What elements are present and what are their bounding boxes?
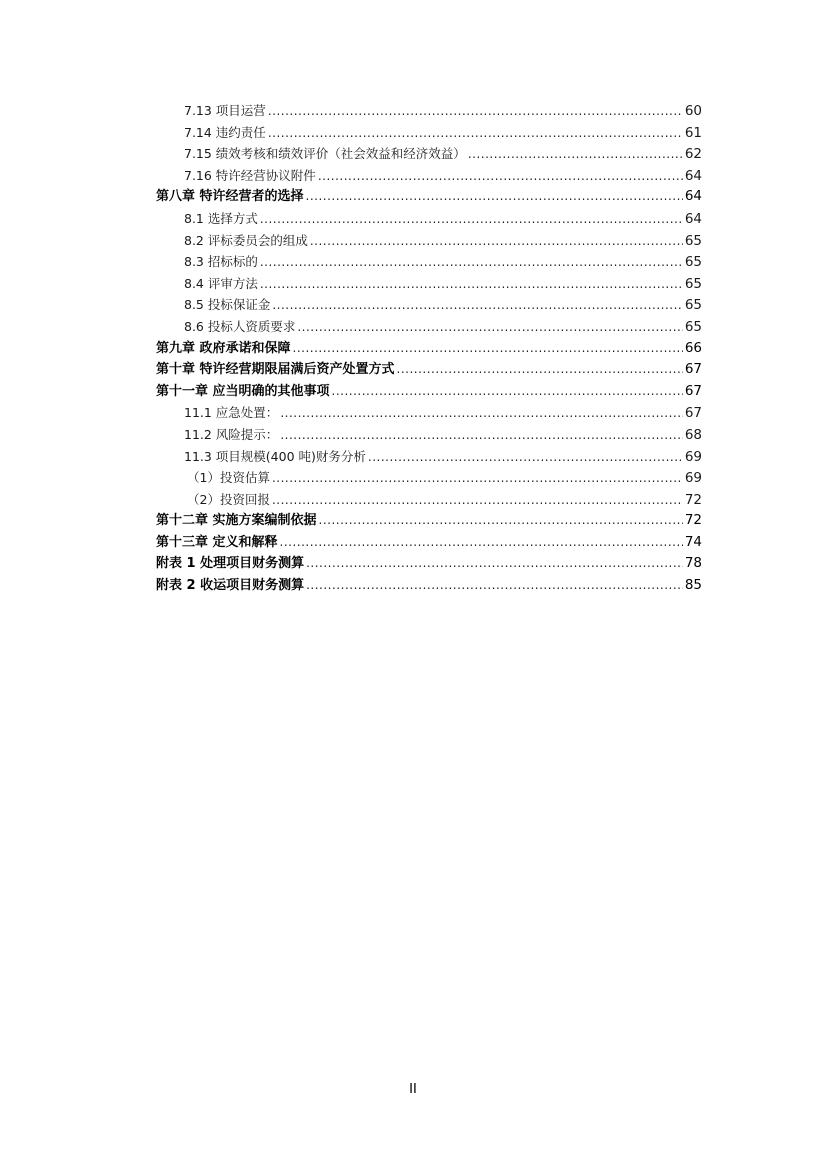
toc-section-entry[interactable] xyxy=(156,100,702,122)
toc-entry-page-number: 74 xyxy=(684,533,702,550)
toc-dot-leader xyxy=(272,295,682,317)
toc-entry-label: 8.1 选择方式 xyxy=(184,210,258,226)
toc-chapter-entry[interactable] xyxy=(156,575,702,597)
toc-entry-page-number: 65 xyxy=(684,275,702,292)
toc-entry-label: 附表 1 处理项目财务测算 xyxy=(156,556,305,572)
toc-entry-page-number: 64 xyxy=(684,167,702,184)
toc-entry-label: 11.2 风险提示： xyxy=(184,426,279,442)
toc-section-entry[interactable] xyxy=(156,230,702,252)
toc-entry-page-number: 72 xyxy=(684,512,702,529)
toc-entry-label: 8.2 评标委员会的组成 xyxy=(184,232,308,248)
toc-section-entry[interactable] xyxy=(156,165,702,187)
toc-dot-leader xyxy=(468,144,683,166)
toc-entry-label: 7.13 项目运营 xyxy=(184,103,266,118)
toc-dot-leader xyxy=(319,510,683,532)
toc-section-entry[interactable] xyxy=(156,294,702,316)
toc-section-entry[interactable] xyxy=(156,467,702,489)
toc-entry-label: 7.16 特许经营协议附件 xyxy=(184,167,316,183)
toc-entry-page-number: 69 xyxy=(684,470,702,487)
toc-dot-leader xyxy=(293,338,683,360)
toc-dot-leader xyxy=(260,274,683,296)
toc-entry-label: 7.15 绩效考核和绩效评价（社会效益和经济效益） xyxy=(184,146,466,162)
toc-entry-page-number: 68 xyxy=(684,426,702,443)
toc-entry-label: 8.4 评审方法 xyxy=(184,275,258,291)
toc-section-entry[interactable] xyxy=(156,208,702,230)
toc-chapter-entry[interactable] xyxy=(156,186,702,208)
toc-entry-page-number: 65 xyxy=(684,232,702,249)
toc-section-entry[interactable] xyxy=(156,273,702,295)
toc-section-entry[interactable] xyxy=(156,402,702,424)
toc-section-entry[interactable] xyxy=(156,446,702,468)
toc-entry-label: 11.1 应急处置： xyxy=(184,405,279,421)
toc-entry-label: 第十一章 应当明确的其他事项 xyxy=(156,383,330,399)
toc-entry-label: （1）投资估算 xyxy=(187,470,270,486)
toc-entry-page-number: 61 xyxy=(684,124,702,141)
toc-entry-label: 11.3 项目规模(400 吨)财务分析 xyxy=(184,448,366,464)
toc-entry-label: 第十章 特许经营期限届满后资产处置方式 xyxy=(156,362,395,378)
toc-entry-page-number: 85 xyxy=(684,577,702,594)
toc-dot-leader xyxy=(280,425,683,447)
table-of-contents xyxy=(156,100,702,597)
toc-dot-leader xyxy=(332,381,683,403)
toc-chapter-entry[interactable] xyxy=(156,359,702,381)
toc-entry-label: 8.5 投标保证金 xyxy=(184,297,271,313)
toc-entry-label: 8.3 招标标的 xyxy=(184,254,258,270)
toc-chapter-entry[interactable] xyxy=(156,510,702,532)
toc-entry-label: 第九章 政府承诺和保障 xyxy=(156,340,291,356)
toc-entry-page-number: 65 xyxy=(684,297,702,314)
toc-entry-page-number: 72 xyxy=(684,491,702,508)
toc-dot-leader xyxy=(297,317,682,339)
toc-dot-leader xyxy=(318,166,683,188)
toc-dot-leader xyxy=(272,490,683,512)
toc-section-entry[interactable] xyxy=(156,251,702,273)
toc-entry-page-number: 64 xyxy=(684,210,702,227)
toc-entry-label: （2）投资回报 xyxy=(187,491,270,507)
toc-dot-leader xyxy=(397,359,683,381)
toc-dot-leader xyxy=(306,186,683,208)
toc-entry-page-number: 78 xyxy=(684,555,702,572)
toc-entry-page-number: 67 xyxy=(684,405,702,422)
toc-dot-leader xyxy=(368,447,683,469)
toc-entry-page-number: 60 xyxy=(684,103,702,119)
toc-entry-page-number: 64 xyxy=(684,188,702,205)
toc-chapter-entry[interactable] xyxy=(156,381,702,403)
toc-entry-page-number: 67 xyxy=(684,382,702,399)
toc-entry-label: 7.14 违约责任 xyxy=(184,124,266,140)
toc-dot-leader xyxy=(268,123,683,145)
toc-entry-page-number: 65 xyxy=(684,254,702,271)
toc-section-entry[interactable] xyxy=(156,424,702,446)
toc-entry-page-number: 67 xyxy=(684,361,702,378)
toc-dot-leader xyxy=(306,553,683,575)
toc-chapter-entry[interactable] xyxy=(156,553,702,575)
toc-entry-label: 附表 2 收运项目财务测算 xyxy=(156,578,305,594)
toc-dot-leader xyxy=(310,231,683,253)
toc-dot-leader xyxy=(260,252,683,274)
toc-dot-leader xyxy=(280,532,683,554)
toc-entry-page-number: 69 xyxy=(684,448,702,465)
toc-section-entry[interactable] xyxy=(156,143,702,165)
toc-entry-label: 第十二章 实施方案编制依据 xyxy=(156,513,317,529)
toc-dot-leader xyxy=(280,403,683,425)
toc-dot-leader xyxy=(272,468,683,490)
toc-dot-leader xyxy=(306,575,683,597)
toc-section-entry[interactable] xyxy=(156,122,702,144)
toc-entry-page-number: 65 xyxy=(684,318,702,335)
page-number: II xyxy=(409,1082,417,1097)
toc-section-entry[interactable] xyxy=(156,489,702,511)
toc-dot-leader xyxy=(268,101,683,123)
toc-entry-label: 第十三章 定义和解释 xyxy=(156,534,278,550)
toc-chapter-entry[interactable] xyxy=(156,338,702,360)
toc-entry-label: 第八章 特许经营者的选择 xyxy=(156,189,304,205)
toc-chapter-entry[interactable] xyxy=(156,532,702,554)
toc-entry-label: 8.6 投标人资质要求 xyxy=(184,318,296,334)
toc-dot-leader xyxy=(260,209,683,231)
toc-entry-page-number: 62 xyxy=(684,146,702,163)
toc-entry-page-number: 66 xyxy=(684,339,702,356)
toc-section-entry[interactable] xyxy=(156,316,702,338)
